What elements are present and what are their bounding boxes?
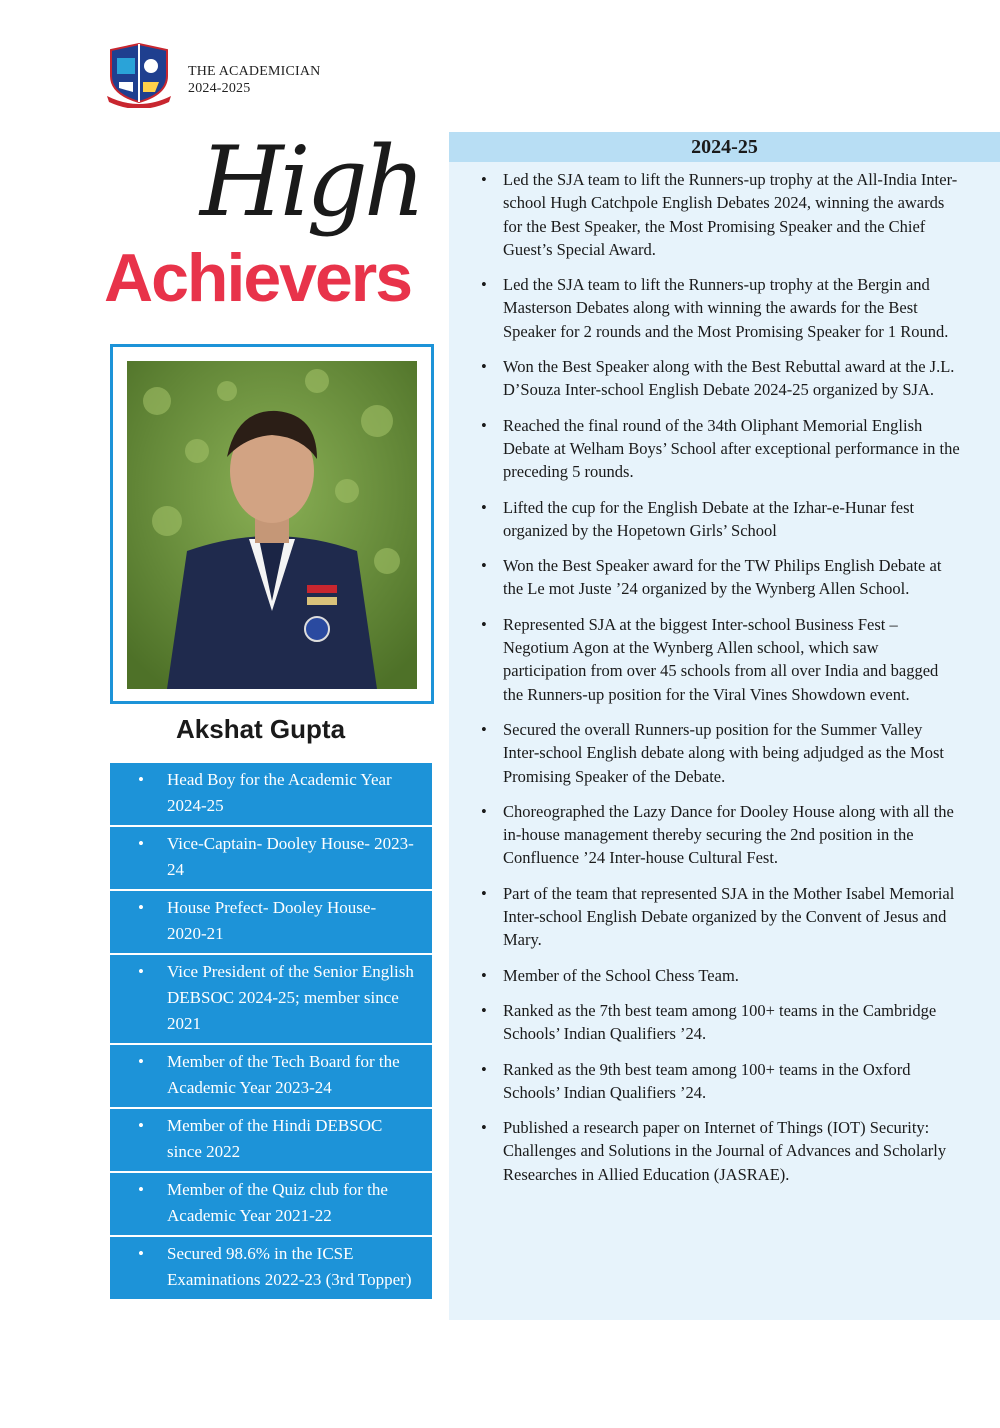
list-item: • Member of the School Chess Team.: [481, 965, 739, 985]
list-item-text: House Prefect- Dooley House- 2020-21: [167, 898, 377, 943]
list-item: • Lifted the cup for the English Debate at the Izhar-e-Hunar fest organized by the Hopetown Girls’ School: [481, 497, 915, 540]
list-item: • Published a research paper on Internet of Things (IOT) Security: Challenges and Solutions in the Journal of Advances and Scholarly Researches in Allied Education (JASRAE).: [481, 1118, 947, 1184]
list-item-text: Represented SJA at the biggest Inter-school Business Fest – Negotium Agon at the Wynberg Allen school, which saw participation from over 45 schools from all over India and bagged the Runners-up position for the Viral Vines Showdown event.: [503, 614, 939, 704]
list-item-text: Secured 98.6% in the ICSE Examinations 2022-23 (3rd Topper): [167, 1244, 412, 1289]
list-item: • Represented SJA at the biggest Inter-school Business Fest – Negotium Agon at the Wynberg Allen school, which saw participation from over 45 schools from all over India and bagged the Runners-up position for the Viral Vines Showdown event.: [481, 614, 939, 704]
list-item: • Member of the Tech Board for the Academic Year 2023-24: [110, 1045, 432, 1109]
list-item: • Member of the Hindi DEBSOC since 2022: [110, 1109, 432, 1173]
list-item: • Secured the overall Runners-up position for the Summer Valley Inter-school English debate along with being adjudged as the Most Promising Speaker of the Debate.: [481, 719, 944, 786]
title-main-word: Achievers: [104, 240, 412, 316]
publication-heading: [188, 63, 321, 97]
list-item-text: Won the Best Speaker award for the TW Philips English Debate at the Le mot Juste ’24 organized by the Wynberg Allen School.: [503, 556, 942, 599]
list-item: • Reached the final round of the 34th Oliphant Memorial English Debate at Welham Boys’ School after exceptional performance in the preceding 5 rounds.: [481, 415, 960, 482]
list-item: • Won the Best Speaker award for the TW Philips English Debate at the Le mot Juste ’24 organized by the Wynberg Allen School.: [481, 556, 942, 599]
achiever-name: Akshat Gupta: [176, 714, 346, 744]
list-item: • Head Boy for the Academic Year 2024-25: [110, 763, 432, 827]
achievements-panel: [449, 132, 1000, 1320]
list-item-text: Reached the final round of the 34th Oliphant Memorial English Debate at Welham Boys’ School after exceptional performance in the preceding 5 rounds.: [503, 415, 960, 482]
list-item-text: Led the SJA team to lift the Runners-up trophy at the All-India Inter-school Hugh Catchpole English Debates 2024, winning the awards for the Best Speaker, the Most Promising Speaker and the Chief Guest’s Special Award.: [503, 170, 958, 259]
list-item-text: Head Boy for the Academic Year 2024-25: [167, 770, 392, 815]
list-item-text: Member of the Hindi DEBSOC since 2022: [167, 1116, 383, 1161]
list-item-text: Secured the overall Runners-up position for the Summer Valley Inter-school English debate along with being adjudged as the Most Promising Speaker of the Debate.: [503, 719, 944, 786]
list-item: • Led the SJA team to lift the Runners-up trophy at the All-India Inter-school Hugh Catchpole English Debates 2024, winning the awards for the Best Speaker, the Most Promising Speaker and the Chief Guest’s Special Award.: [481, 170, 958, 259]
list-item: • Member of the Quiz club for the Academic Year 2021-22: [110, 1173, 432, 1237]
list-item-text: Vice President of the Senior English DEBSOC 2024-25; member since 2021: [167, 962, 414, 1033]
list-item-text: Member of the Tech Board for the Academic Year 2023-24: [167, 1052, 400, 1097]
list-item: • Ranked as the 9th best team among 100+ teams in the Oxford Schools’ Indian Qualifiers ’24.: [481, 1059, 911, 1102]
list-item: • Ranked as the 7th best team among 100+ teams in the Cambridge Schools’ Indian Qualifiers ’24.: [481, 1000, 937, 1044]
list-item: • Vice President of the Senior English DEBSOC 2024-25; member since 2021: [110, 955, 432, 1045]
list-item-text: Member of the School Chess Team.: [503, 965, 739, 985]
list-item-text: Led the SJA team to lift the Runners-up trophy at the Bergin and Masterson Debates along with winning the awards for the Best Speaker for 2 rounds and the Most Promising Speaker for 1 Round.: [503, 275, 949, 341]
list-item: • Part of the team that represented SJA in the Mother Isabel Memorial Inter-school English Debate organized by the Convent of Jesus and Mary.: [481, 883, 955, 950]
publication-name: THE ACADEMICIAN: [188, 64, 321, 79]
publication-year: 2024-2025: [188, 81, 251, 96]
list-item-text: Choreographed the Lazy Dance for Dooley House along with all the in-house management thereby securing the 2nd position in the Confluence ’24 Inter-house Cultural Fest.: [503, 801, 954, 868]
student-portrait-photo: [127, 361, 417, 689]
list-item-text: Published a research paper on Internet of Things (IOT) Security: Challenges and Solutions in the Journal of Advances and Scholarly Researches in Allied Education (JASRAE).: [503, 1118, 947, 1184]
list-item: • Led the SJA team to lift the Runners-up trophy at the Bergin and Masterson Debates along with winning the awards for the Best Speaker for 2 rounds and the Most Promising Speaker for 1 Round.: [481, 275, 949, 341]
list-item-text: Lifted the cup for the English Debate at the Izhar-e-Hunar fest organized by the Hopetown Girls’ School: [503, 497, 915, 540]
list-item-text: Vice-Captain- Dooley House- 2023-24: [167, 834, 414, 879]
list-item: • House Prefect- Dooley House- 2020-21: [110, 891, 432, 955]
list-item-text: Part of the team that represented SJA in the Mother Isabel Memorial Inter-school English Debate organized by the Convent of Jesus and Mary.: [503, 883, 955, 950]
list-item: • Won the Best Speaker along with the Best Rebuttal award at the J.L. D’Souza Inter-school English Debate 2024-25 organized by SJA.: [481, 357, 955, 400]
school-crest-icon: [103, 42, 175, 108]
roles-list: [110, 763, 432, 1299]
list-item-text: Ranked as the 9th best team among 100+ teams in the Oxford Schools’ Indian Qualifiers ’24.: [503, 1059, 911, 1102]
title-script-word: High: [200, 126, 422, 238]
achievements-year-heading: 2024-25: [449, 132, 1000, 162]
list-item-text: Won the Best Speaker along with the Best Rebuttal award at the J.L. D’Souza Inter-school English Debate 2024-25 organized by SJA.: [503, 357, 955, 400]
list-item-text: Ranked as the 7th best team among 100+ teams in the Cambridge Schools’ Indian Qualifiers ’24.: [503, 1000, 937, 1044]
list-item: • Secured 98.6% in the ICSE Examinations 2022-23 (3rd Topper): [138, 1244, 412, 1289]
list-item: • Vice-Captain- Dooley House- 2023-24: [110, 827, 432, 891]
list-item-text: Member of the Quiz club for the Academic Year 2021-22: [167, 1180, 388, 1225]
photo-frame: [110, 344, 434, 704]
list-item: • Choreographed the Lazy Dance for Dooley House along with all the in-house management thereby securing the 2nd position in the Confluence ’24 Inter-house Cultural Fest.: [481, 801, 954, 868]
achievements-list: [449, 162, 1000, 1186]
